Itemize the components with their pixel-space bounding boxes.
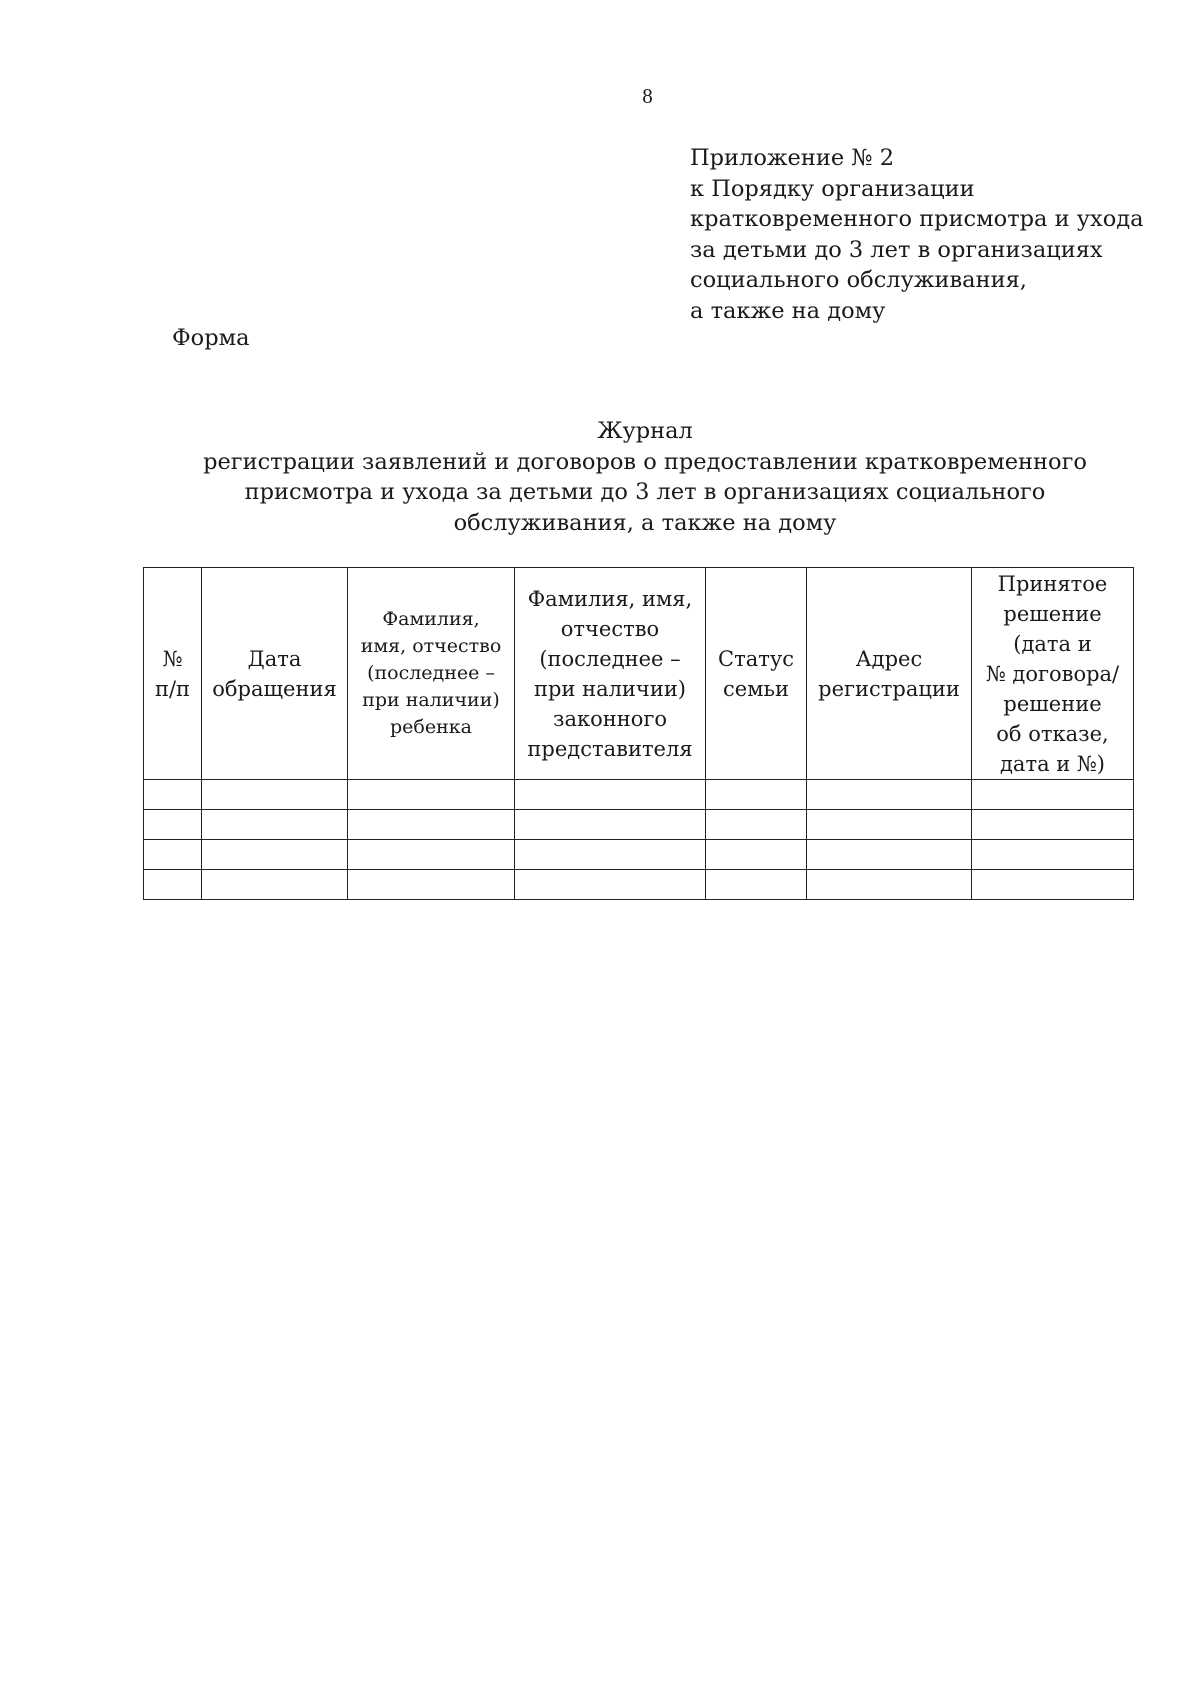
appendix-line: а также на дому (690, 297, 886, 324)
header-family-status: Статус семьи (706, 568, 807, 780)
table-cell (972, 840, 1134, 870)
journal-title (140, 416, 1150, 538)
appendix-line: за детьми до 3 лет в организациях (690, 236, 1103, 263)
table-cell (202, 780, 348, 810)
table-row (144, 810, 1134, 840)
table-cell (706, 780, 807, 810)
appendix-line: кратковременного присмотра и ухода (690, 206, 1144, 232)
table-cell (807, 870, 972, 900)
appendix-line: к Порядку организации (690, 175, 975, 202)
title-line: обслуживания, а также на дому (453, 509, 837, 536)
header-child-name: Фамилия, имя, отчество (последнее – при наличии) ребенка (348, 568, 515, 780)
table-cell (972, 780, 1134, 810)
table-cell (706, 810, 807, 840)
table-cell (515, 840, 706, 870)
header-request-date: Дата обращения (202, 568, 348, 780)
table-cell (807, 840, 972, 870)
table-row (144, 870, 1134, 900)
table-cell (807, 810, 972, 840)
table-cell (348, 870, 515, 900)
appendix-line: социального обслуживания, (690, 267, 1027, 293)
title-line: регистрации заявлений и договоров о предоставлении кратковременного (203, 448, 1087, 475)
table-cell (144, 780, 202, 810)
table-cell (144, 810, 202, 840)
table-row (144, 840, 1134, 870)
table-cell (972, 810, 1134, 840)
table-cell (144, 840, 202, 870)
table-cell (348, 840, 515, 870)
table-body (144, 780, 1134, 900)
table-cell (348, 810, 515, 840)
table-cell (706, 840, 807, 870)
table-row (144, 780, 1134, 810)
appendix-line: Приложение № 2 (690, 145, 895, 171)
table-cell (706, 870, 807, 900)
header-representative-name: Фамилия, имя, отчество (последнее – при наличии) законного представителя (515, 568, 706, 780)
table-cell (348, 780, 515, 810)
page-number: 8 (642, 84, 653, 108)
header-number: № п/п (144, 568, 202, 780)
title-line: присмотра и ухода за детьми до 3 лет в организациях социального (244, 479, 1046, 505)
form-label: Форма (172, 325, 250, 351)
table-cell (202, 810, 348, 840)
registration-journal-table (143, 567, 1134, 900)
appendix-reference (690, 143, 1160, 326)
header-registration-address: Адрес регистрации (807, 568, 972, 780)
table-cell (202, 870, 348, 900)
table-cell (972, 870, 1134, 900)
table-cell (515, 810, 706, 840)
title-line: Журнал (597, 418, 693, 444)
table-cell (515, 780, 706, 810)
table-cell (807, 780, 972, 810)
header-decision: Принятое решение (дата и № договора/ решение об отказе, дата и №) (972, 568, 1134, 780)
table-cell (144, 870, 202, 900)
table-header-row (144, 568, 1134, 780)
table-cell (515, 870, 706, 900)
table-cell (202, 840, 348, 870)
